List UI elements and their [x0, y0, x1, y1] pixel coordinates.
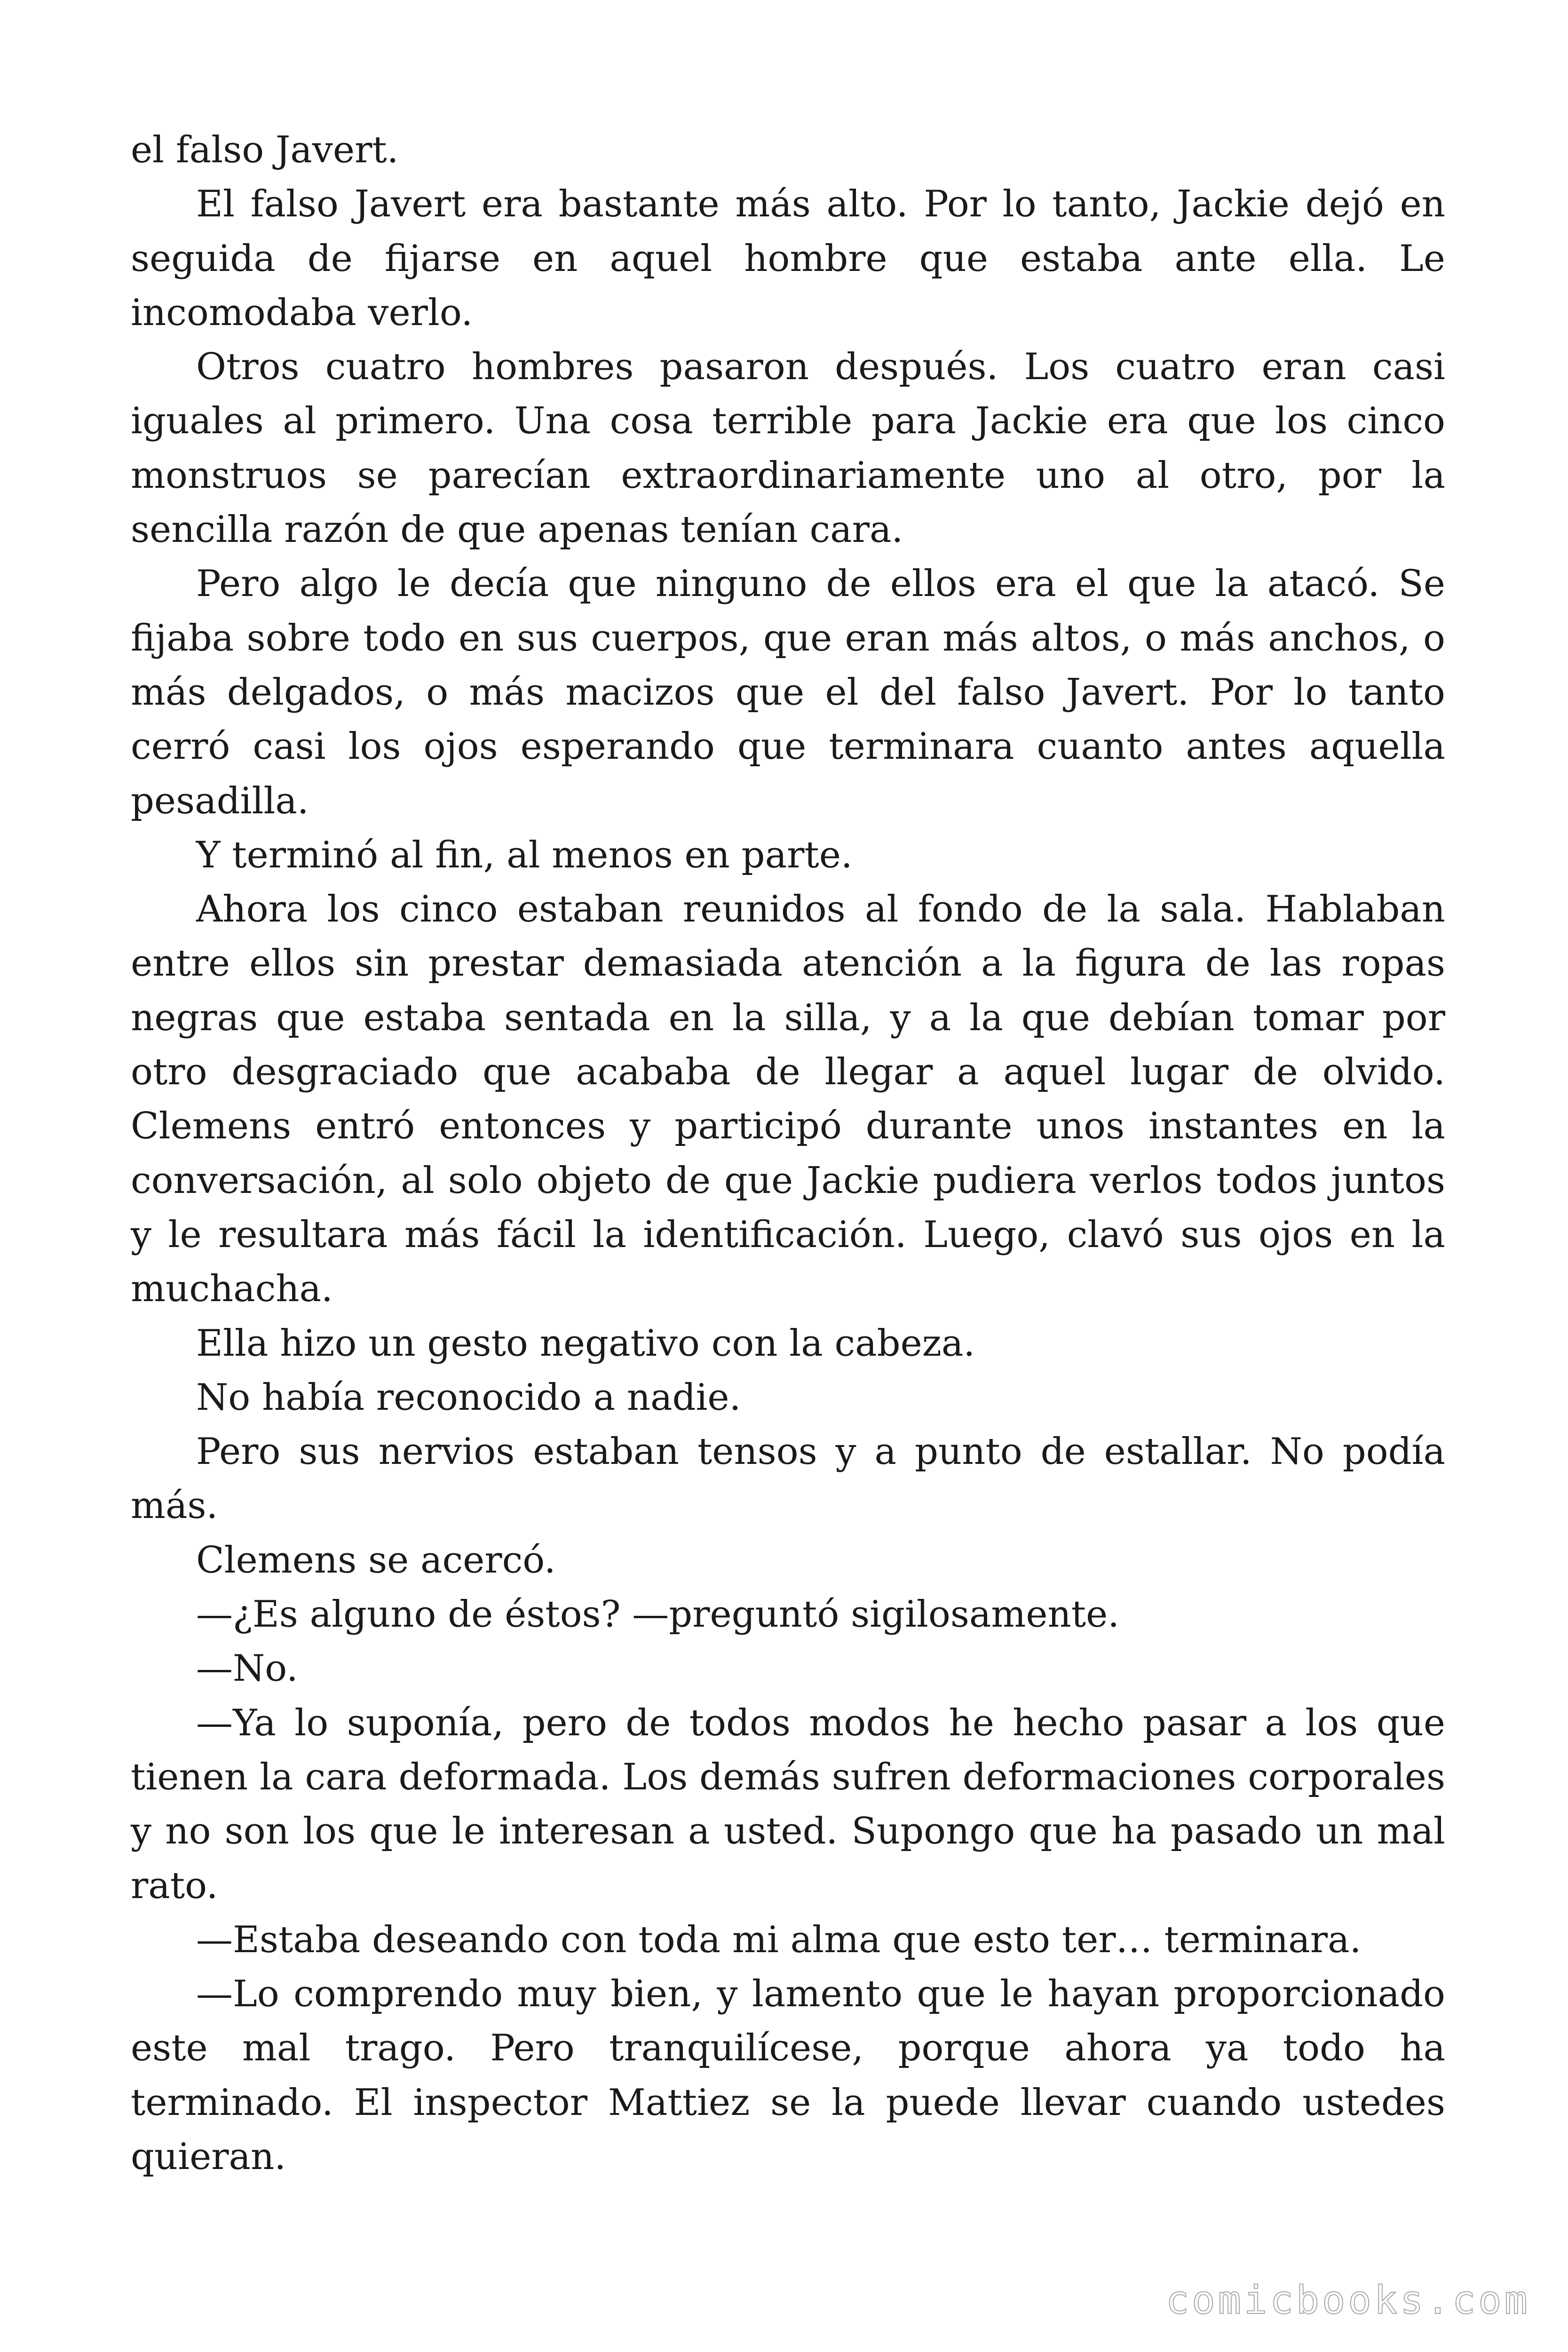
dialogue-line: —Estaba deseando con toda mi alma que esto ter… terminara.: [196, 1918, 1362, 1961]
paragraph: Pero algo le decía que ninguno de ellos era el que la atacó. Se fijaba sobre todo en sus cuerpos, que eran más altos, o más anchos, o más delgados, o más macizos que el del falso Javert. Por lo tanto cerró casi los ojos esperando que terminara cuanto antes aquella pesadilla.: [131, 563, 1445, 822]
paragraph: El falso Javert era bastante más alto. Por lo tanto, Jackie dejó en seguida de fijarse en aquel hombre que estaba ante ella. Le incomodaba verlo.: [131, 183, 1445, 334]
dialogue-line: —Lo comprendo muy bien, y lamento que le hayan proporcionado este mal trago. Pero tranquilícese, porque ahora ya todo ha terminado. El inspector Mattiez se la puede llevar cuando ustedes quieran.: [131, 1973, 1445, 2178]
paragraph-continuation: el falso Javert.: [131, 129, 399, 171]
paragraph: Pero sus nervios estaban tensos y a punto de estallar. No podía más.: [131, 1430, 1445, 1527]
paragraph: Y terminó al fin, al menos en parte.: [196, 834, 853, 876]
paragraph: Clemens se acercó.: [196, 1539, 556, 1581]
paragraph: No había reconocido a nadie.: [196, 1376, 741, 1419]
paragraph: Ahora los cinco estaban reunidos al fondo de la sala. Hablaban entre ellos sin prestar demasiada atención a la figura de las ropas negras que estaba sentada en la silla, y a la que debían tomar por otro desgraciado que acababa de llegar a aquel lugar de olvido. Clemens entró entonces y participó durante unos instantes en la conversación, al solo objeto de que Jackie pudiera verlos todos juntos y le resultara más fácil la identificación. Luego, clavó sus ojos en la muchacha.: [131, 888, 1445, 1311]
dialogue-line: —¿Es alguno de éstos? —preguntó sigilosamente.: [196, 1593, 1120, 1636]
dialogue-line: —Ya lo suponía, pero de todos modos he hecho pasar a los que tienen la cara deformada. Los demás sufren deformaciones corporales y no son los que le interesan a usted. Supongo que ha pasado un mal rato.: [131, 1701, 1445, 1907]
watermark-text: comicbooks.com: [1165, 2278, 1530, 2323]
paragraph: Ella hizo un gesto negativo con la cabeza.: [196, 1322, 975, 1365]
body-text: [131, 123, 1445, 2184]
dialogue-line: —No.: [196, 1647, 298, 1690]
paragraph: Otros cuatro hombres pasaron después. Los cuatro eran casi iguales al primero. Una cosa terrible para Jackie era que los cinco monstruos se parecían extraordinariamente uno al otro, por la sencilla razón de que apenas tenían cara.: [131, 346, 1445, 551]
